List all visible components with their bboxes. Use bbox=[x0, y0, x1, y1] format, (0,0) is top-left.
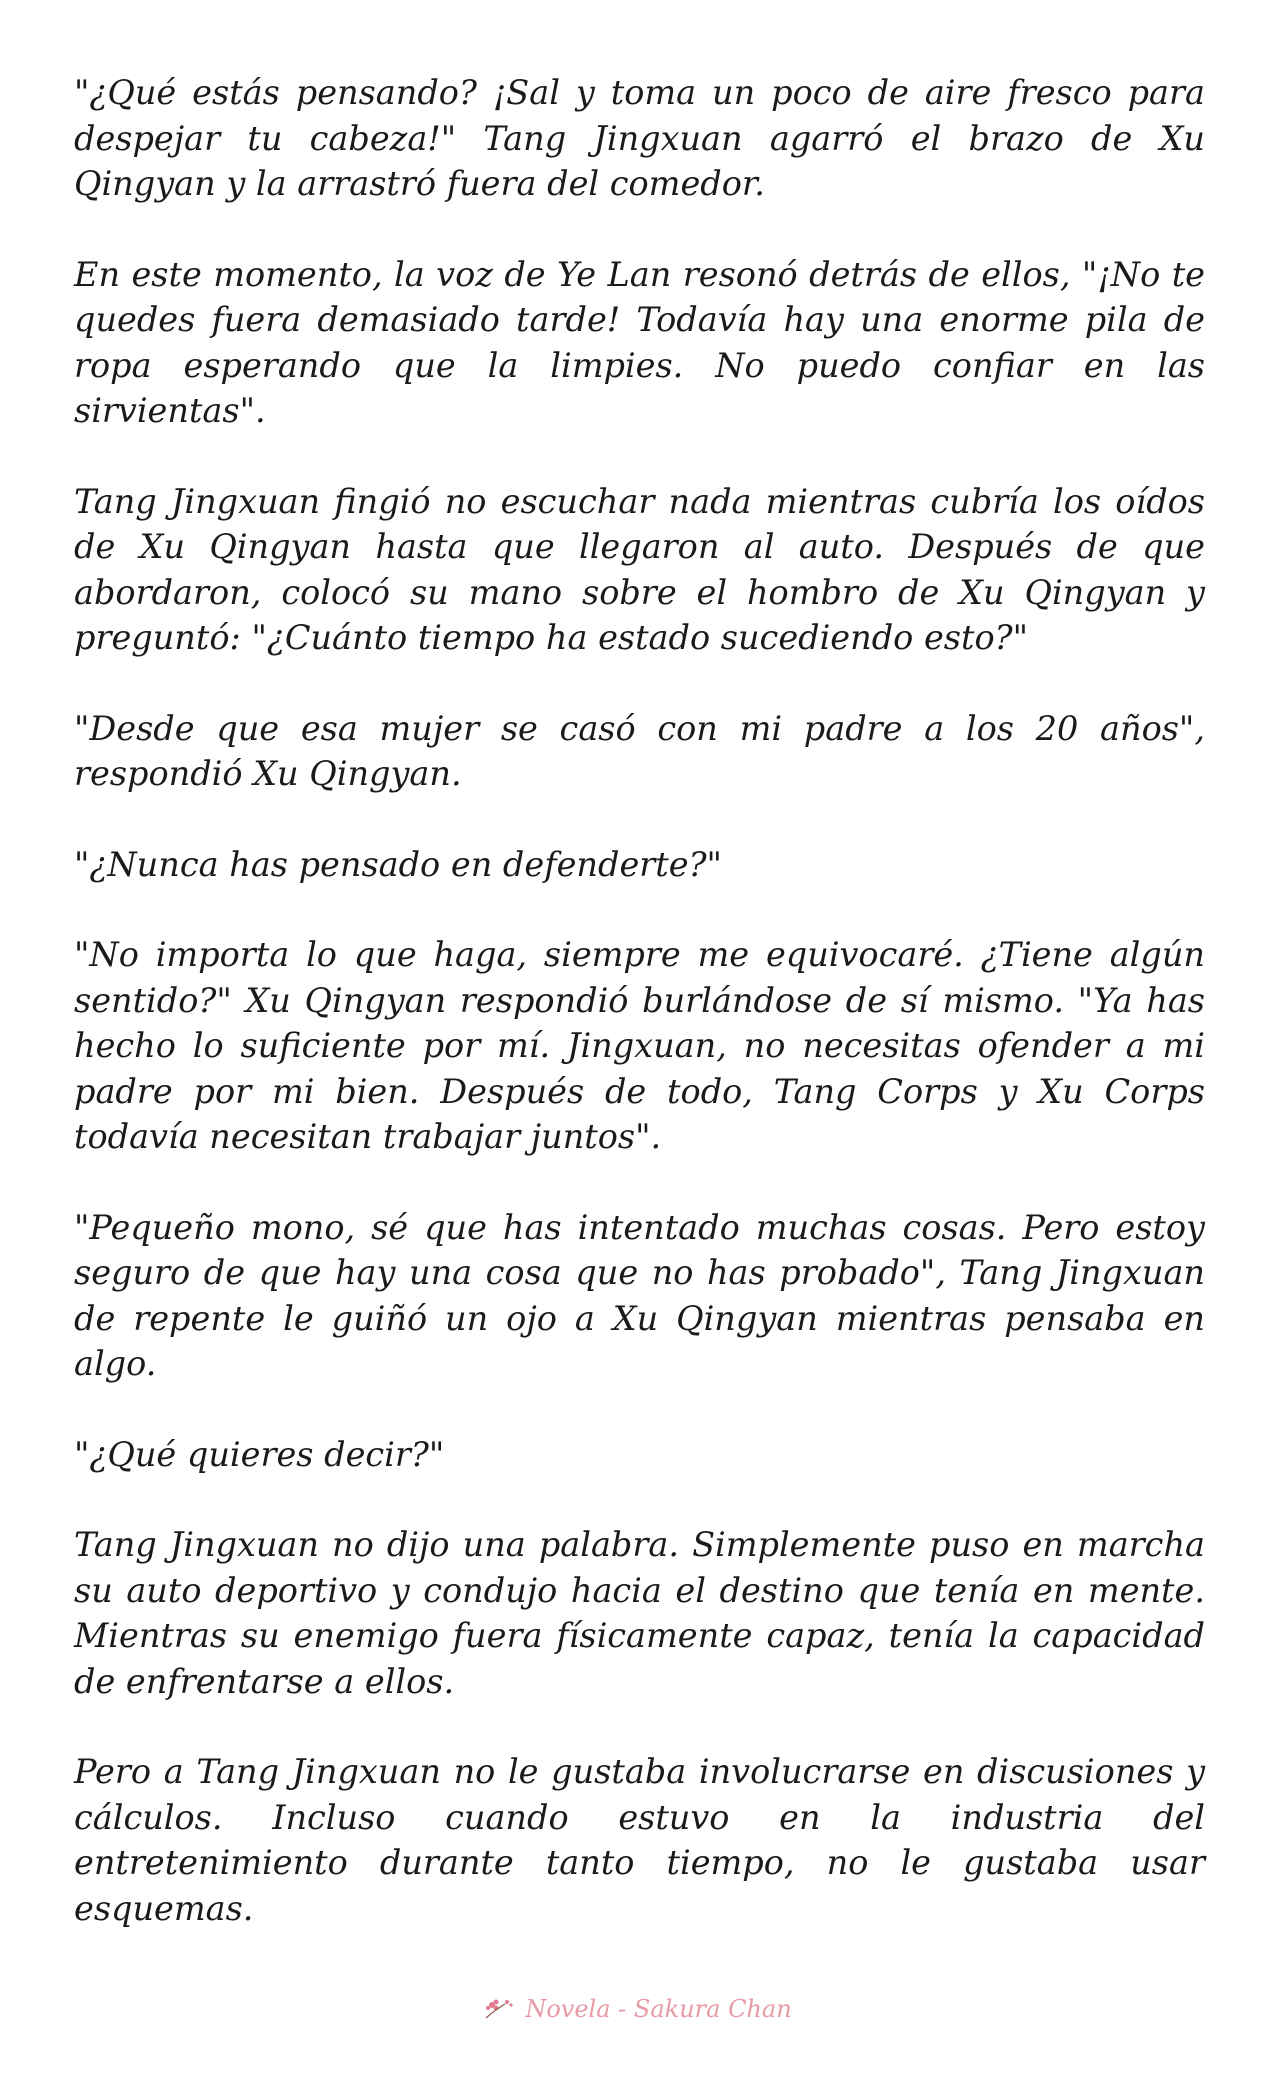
paragraph: "Pequeño mono, sé que has intentado muchas cosas. Pero estoy seguro de que hay una cosa que no has probado", Tang Jingxuan de repente le guiñó un ojo a Xu Qingyan mientras pensaba en algo. bbox=[74, 1207, 1205, 1383]
sakura-flower-icon bbox=[483, 1996, 517, 2022]
paragraph: Tang Jingxuan no dijo una palabra. Simplemente puso en marcha su auto deportivo y condujo hacia el destino que tenía en mente. Mientras su enemigo fuera físicamente capaz, tenía la capacidad de enfrentarse a ellos. bbox=[74, 1525, 1205, 1701]
watermark bbox=[0, 1995, 1275, 2023]
paragraph: "¿Qué quieres decir?" bbox=[74, 1434, 445, 1474]
paragraph: "No importa lo que haga, siempre me equivocaré. ¿Tiene algún sentido?" Xu Qingyan respondió burlándose de sí mismo. "Ya has hecho lo suficiente por mí. Jingxuan, no necesitas ofender a mi padre por mi bien. Después de todo, Tang Corps y Xu Corps todavía necesitan trabajar juntos". bbox=[74, 935, 1205, 1156]
paragraph: "¿Qué estás pensando? ¡Sal y toma un poco de aire fresco para despejar tu cabeza!" Tang Jingxuan agarró el brazo de Xu Qingyan y la arrastró fuera del comedor. bbox=[74, 73, 1205, 203]
chapter-text bbox=[74, 70, 1205, 1976]
paragraph: "Desde que esa mujer se casó con mi padre a los 20 años", respondió Xu Qingyan. bbox=[74, 708, 1205, 793]
paragraph: Tang Jingxuan fingió no escuchar nada mientras cubría los oídos de Xu Qingyan hasta que llegaron al auto. Después de que abordaron, colocó su mano sobre el hombro de Xu Qingyan y preguntó: "¿Cuánto tiempo ha estado sucediendo esto?" bbox=[74, 481, 1205, 657]
paragraph: Pero a Tang Jingxuan no le gustaba involucrarse en discusiones y cálculos. Incluso cuando estuvo en la industria del entretenimiento durante tanto tiempo, no le gustaba usar esquemas. bbox=[74, 1752, 1205, 1928]
paragraph: "¿Nunca has pensado en defenderte?" bbox=[74, 844, 722, 884]
watermark-text: Novela - Sakura Chan bbox=[525, 1995, 792, 2023]
paragraph: En este momento, la voz de Ye Lan resonó detrás de ellos, "¡No te quedes fuera demasiado tarde! Todavía hay una enorme pila de ropa esperando que la limpies. No puedo confiar en las sirvientas". bbox=[74, 254, 1205, 430]
